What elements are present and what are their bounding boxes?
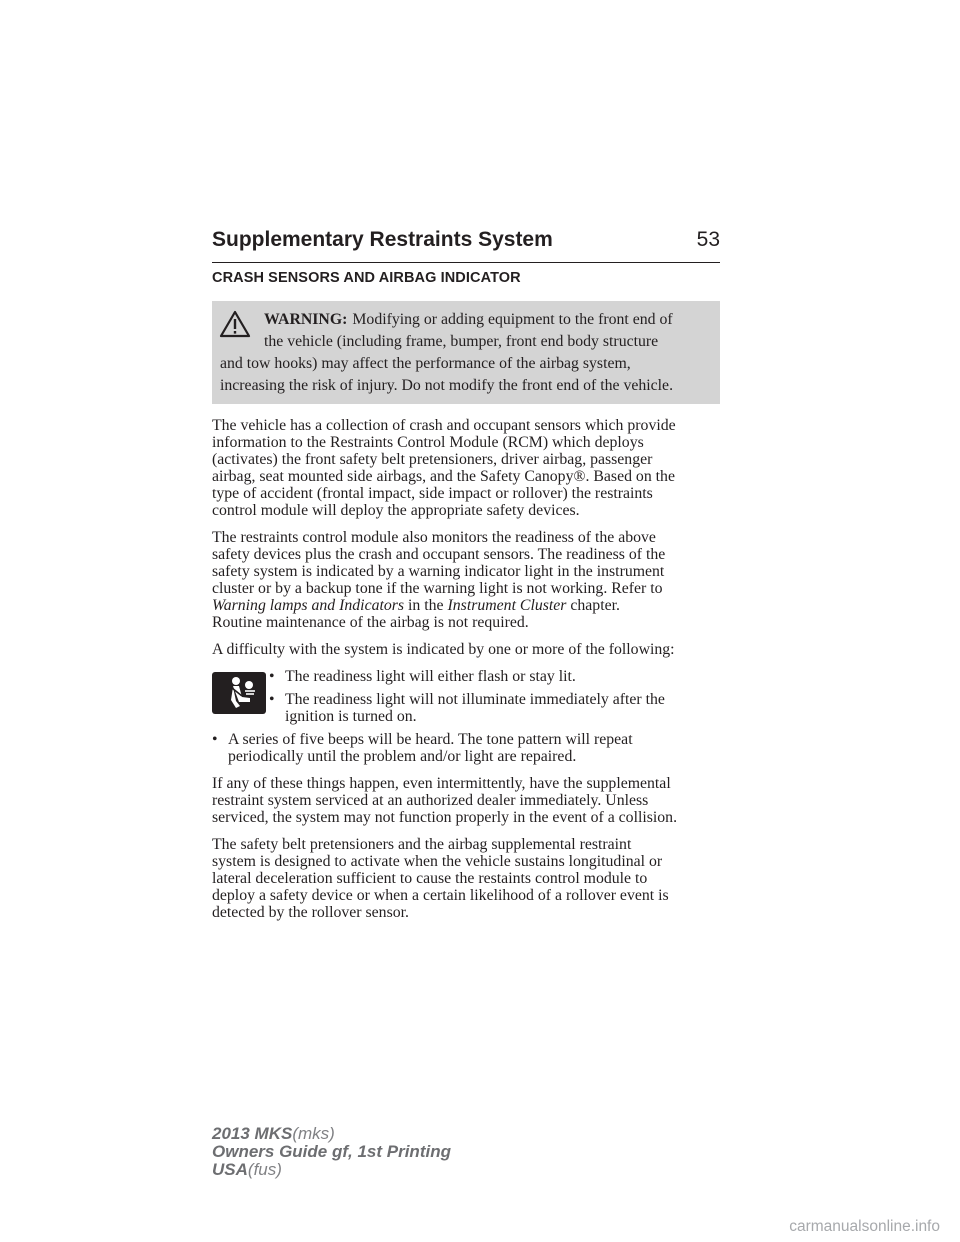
text-line: control module will deploy the appropriate safety devices. [212,502,580,519]
text-line: detected by the rollover sensor. [212,904,409,921]
footer-market-code: (fus) [247,1160,282,1179]
page-number: 53 [696,228,720,251]
bullet-dot: • [212,731,218,748]
text-line: lateral deceleration sufficient to cause the restaints control module to [212,870,648,887]
footer-line [212,1161,451,1179]
footer-model-code: (mks) [292,1124,335,1143]
text-line: The vehicle has a collection of crash and occupant sensors which provide [212,417,676,434]
text-line: information to the Restraints Control Module (RCM) which deploys [212,434,644,451]
text-line: If any of these things happen, even intermittently, have the supplemental [212,775,671,792]
text-line: deploy a safety device or when a certain likelihood of a rollover event is [212,887,669,904]
warning-line [220,309,712,331]
text-line: safety system is indicated by a warning indicator light in the instrument [212,563,665,580]
text-line: (activates) the front safety belt pretensioners, driver airbag, passenger [212,451,653,468]
reference-instrument-cluster: Instrument Cluster [447,597,567,614]
warning-triangle-icon [219,310,251,338]
text-line: periodically until the problem and/or light are repaired. [228,748,577,765]
bullet-dot: • [269,691,275,708]
footer-line [212,1125,451,1143]
warning-box [212,301,720,404]
text-line: cluster or by a backup tone if the warning light is not working. Refer to [212,580,663,597]
text-line: A series of five beeps will be heard. The tone pattern will repeat [228,731,633,748]
text-line: The safety belt pretensioners and the airbag supplemental restraint [212,836,632,853]
footer-model: 2013 MKS [212,1124,293,1143]
footer-guide: Owners Guide gf, 1st Printing [212,1142,451,1161]
warning-label: WARNING: [264,311,348,328]
text-line: safety devices plus the crash and occupant sensors. The readiness of the [212,546,666,563]
list-item [269,691,724,725]
paragraph-sensors [212,417,724,519]
list-item [212,731,724,765]
indicator-bullets [212,668,724,725]
paragraph-activation [212,836,724,921]
page-footer [212,1125,451,1179]
section-heading: CRASH SENSORS AND AIRBAG INDICATOR [212,270,521,286]
text-line: The restraints control module also monitors the readiness of the above [212,529,656,546]
reference-line [212,597,724,614]
paragraph-service [212,775,724,826]
text-line: system is designed to activate when the vehicle sustains longitudinal or [212,853,663,870]
text-line: The readiness light will not illuminate immediately after the [285,691,665,708]
page-content [212,270,724,931]
warning-line: increasing the risk of injury. Do not modify the front end of the vehicle. [220,377,674,394]
text-line: restraint system serviced at an authorized dealer immediately. Unless [212,792,649,809]
warning-text: Modifying or adding equipment to the front end of [352,311,673,328]
header-title: Supplementary Restraints System [212,228,553,251]
text-line: Routine maintenance of the airbag is not required. [212,614,529,631]
reference-warning-lamps: Warning lamps and Indicators [212,597,405,614]
text-line: A difficulty with the system is indicated by one or more of the following: [212,641,675,658]
text-line: serviced, the system may not function properly in the event of a collision. [212,809,678,826]
airbag-warning-icon [212,672,266,714]
reference-mid: in the [408,597,444,614]
list-item [269,668,724,685]
paragraph-difficulty [212,641,724,658]
text-line: ignition is turned on. [285,708,417,725]
warning-line: the vehicle (including frame, bumper, front end body structure [264,333,659,350]
warning-line: and tow hooks) may affect the performance of the airbag system, [220,355,631,372]
bullet-dot: • [269,668,275,685]
text-line: The readiness light will either flash or stay lit. [285,668,576,685]
page-header [212,228,720,263]
watermark: carmanualsonline.info [789,1218,940,1235]
reference-end: chapter. [570,597,620,614]
footer-line [212,1143,451,1161]
text-line: type of accident (frontal impact, side impact or rollover) the restraints [212,485,653,502]
footer-market: USA [212,1160,248,1179]
paragraph-readiness [212,529,724,631]
text-line: airbag, seat mounted side airbags, and the Safety Canopy®. Based on the [212,468,675,485]
